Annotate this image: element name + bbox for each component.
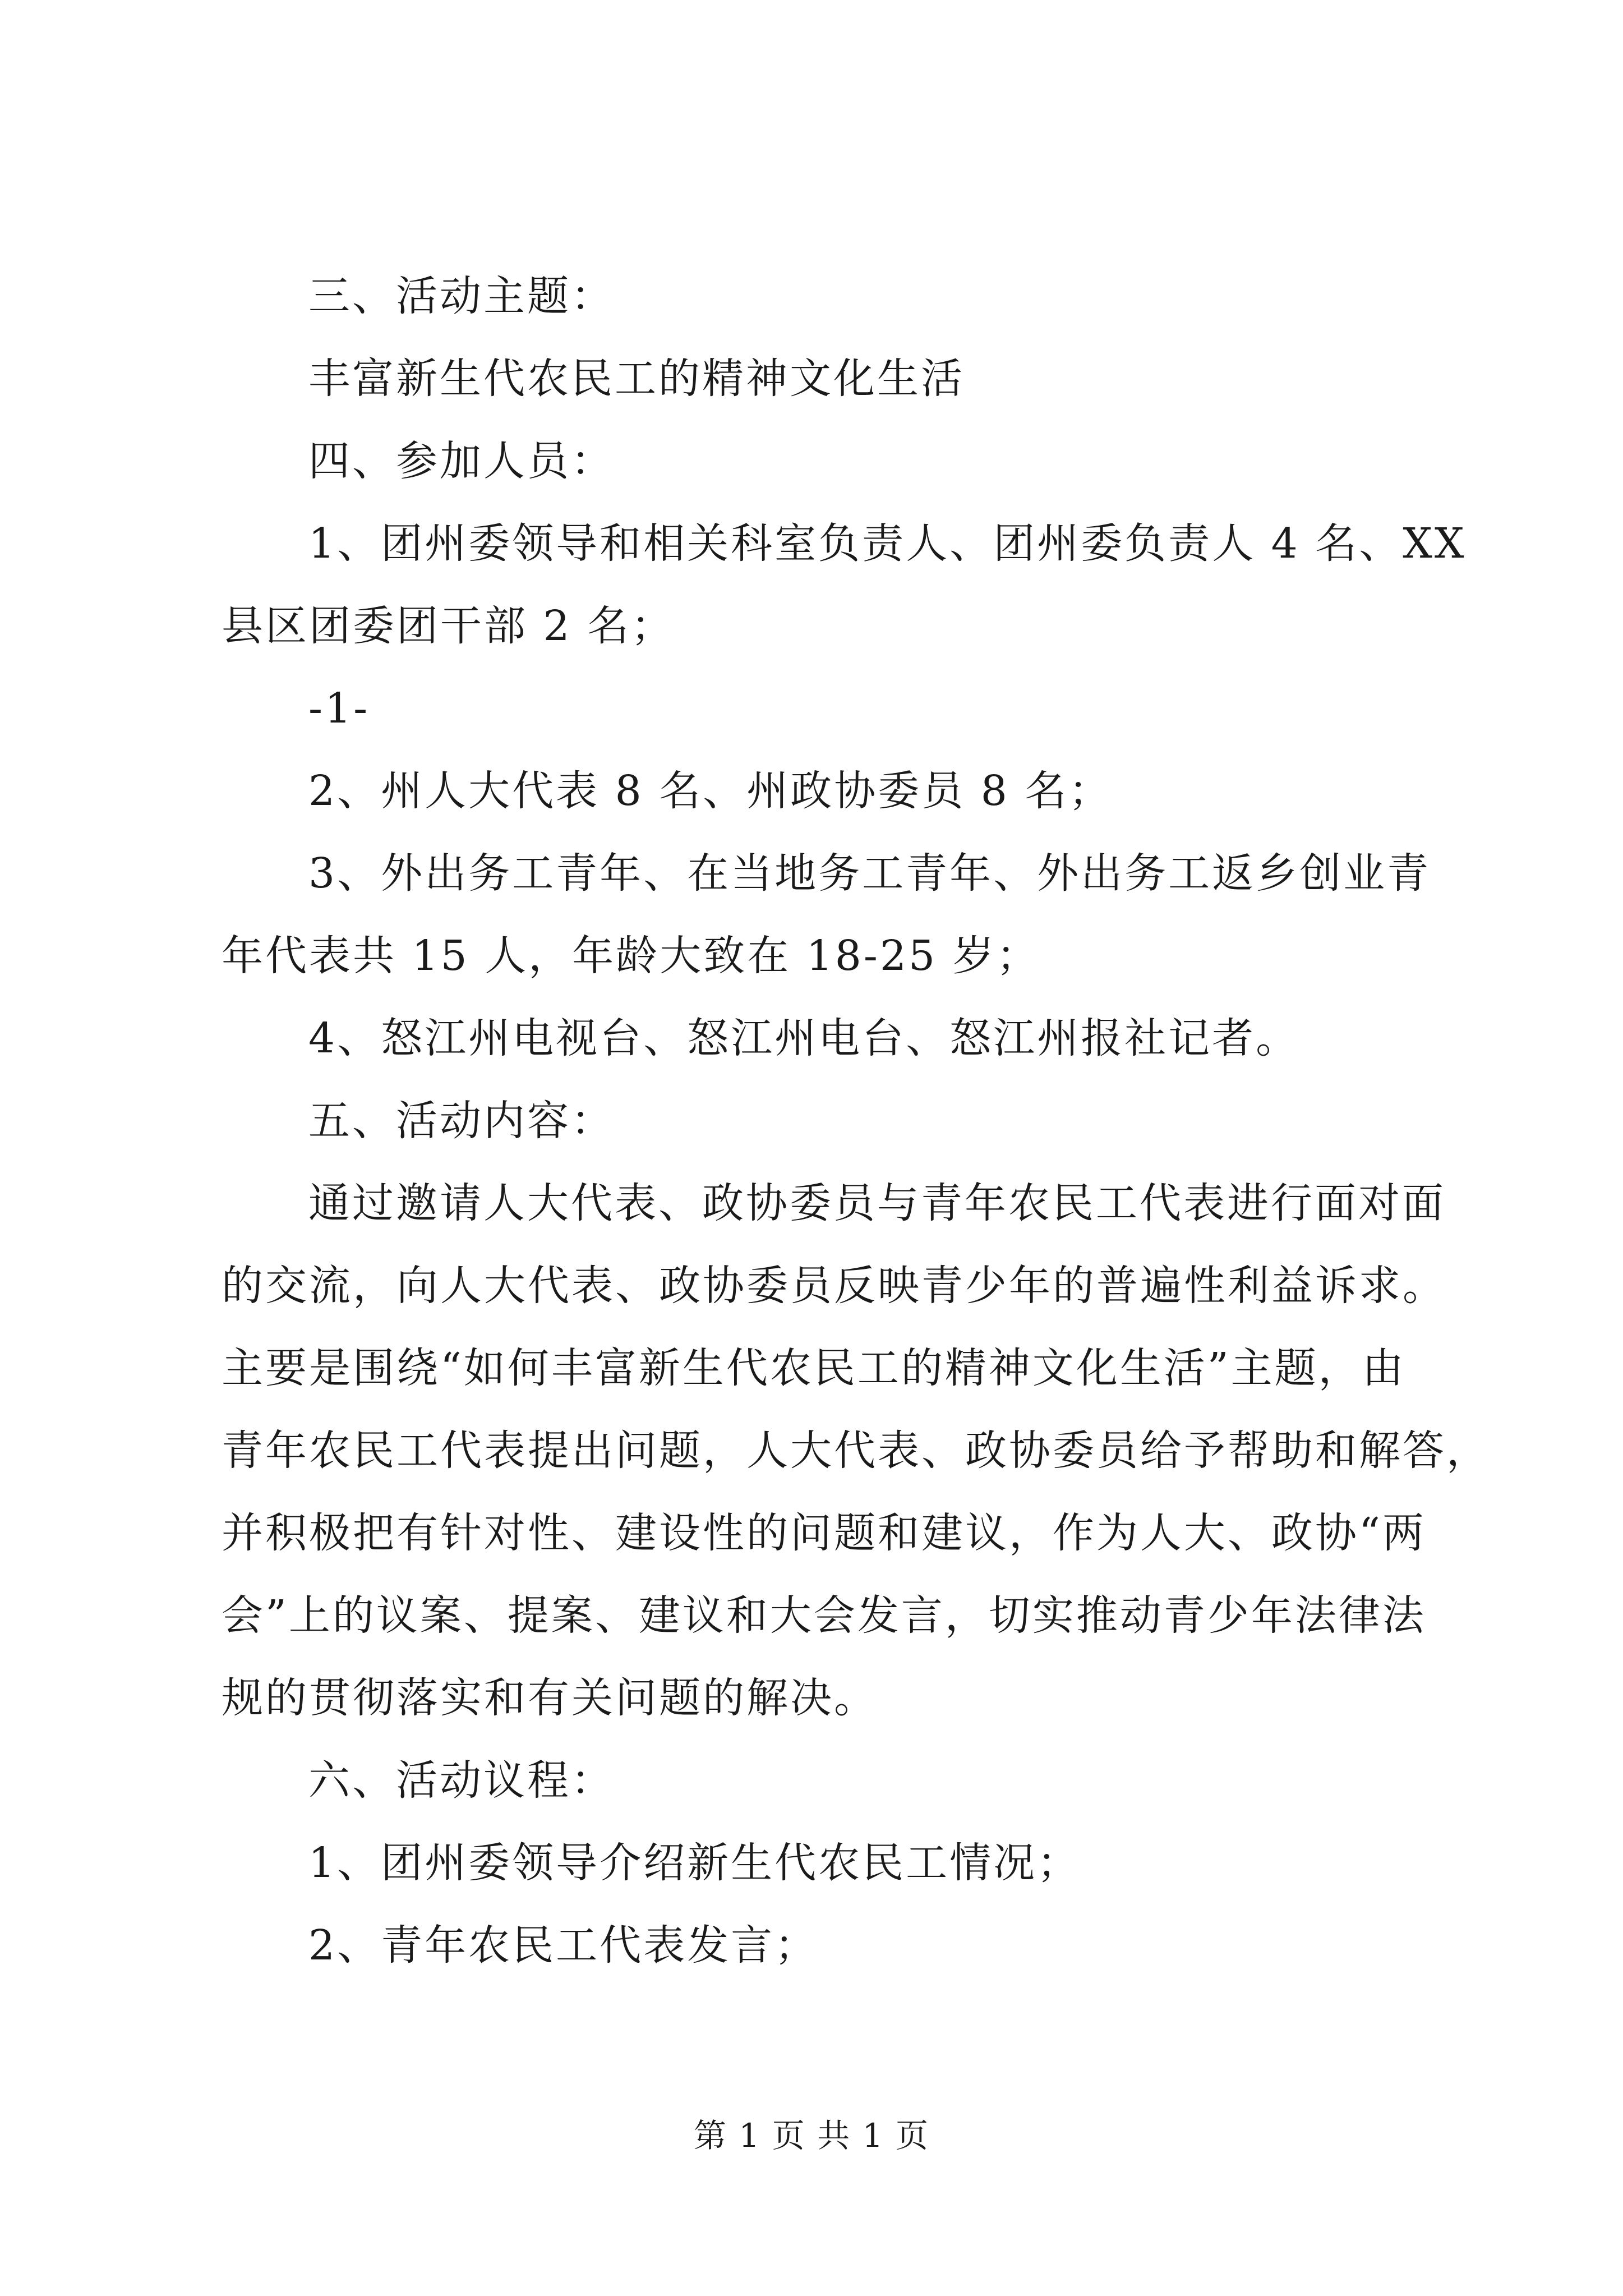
content-paragraph-line: 通过邀请人大代表、政协委员与青年农民工代表进行面对面 bbox=[308, 1179, 1446, 1227]
section-heading-theme: 三、活动主题： bbox=[308, 272, 615, 320]
agenda-item-2: 2、青年农民工代表发言； bbox=[308, 1921, 819, 1970]
participant-item-4: 4、怒江州电视台、怒江州电台、怒江州报社记者。 bbox=[308, 1014, 1300, 1062]
participant-item-1: 1、团州委领导和相关科室负责人、团州委负责人 4 名、XX bbox=[308, 519, 1467, 568]
participant-item-3-cont: 年代表共 15 人，年龄大致在 18-25 岁； bbox=[222, 932, 1040, 980]
content-paragraph-line: 的交流，向人大代表、政协委员反映青少年的普遍性利益诉求。 bbox=[222, 1262, 1446, 1310]
section-heading-content: 五、活动内容： bbox=[308, 1097, 615, 1145]
participant-item-1-cont: 县区团委团干部 2 名； bbox=[222, 602, 675, 650]
participant-item-2: 2、州人大代表 8 名、州政协委员 8 名； bbox=[308, 767, 1113, 815]
section-heading-agenda: 六、活动议程： bbox=[308, 1756, 615, 1805]
content-paragraph-line: 会”上的议案、提案、建议和大会发言，切实推动青少年法律法 bbox=[222, 1591, 1426, 1640]
agenda-item-1: 1、团州委领导介绍新生代农民工情况； bbox=[308, 1839, 1081, 1887]
content-paragraph-line: 规的贯彻落实和有关问题的解决。 bbox=[222, 1674, 878, 1722]
content-paragraph-line: 青年农民工代表提出问题，人大代表、政协委员给予帮助和解答， bbox=[222, 1427, 1490, 1475]
content-paragraph-line: 并积极把有针对性、建设性的问题和建议，作为人大、政协“两 bbox=[222, 1509, 1426, 1557]
page-marker: -1- bbox=[308, 684, 370, 733]
participant-item-3: 3、外出务工青年、在当地务工青年、外出务工返乡创业青 bbox=[308, 849, 1431, 898]
content-paragraph-line: 主要是围绕“如何丰富新生代农民工的精神文化生活”主题，由 bbox=[222, 1344, 1406, 1392]
section-heading-participants: 四、参加人员： bbox=[308, 437, 615, 485]
page-footer: 第 1 页 共 1 页 bbox=[694, 2116, 929, 2155]
theme-text: 丰富新生代农民工的精神文化生活 bbox=[308, 355, 965, 403]
document-body bbox=[222, 255, 1490, 1987]
